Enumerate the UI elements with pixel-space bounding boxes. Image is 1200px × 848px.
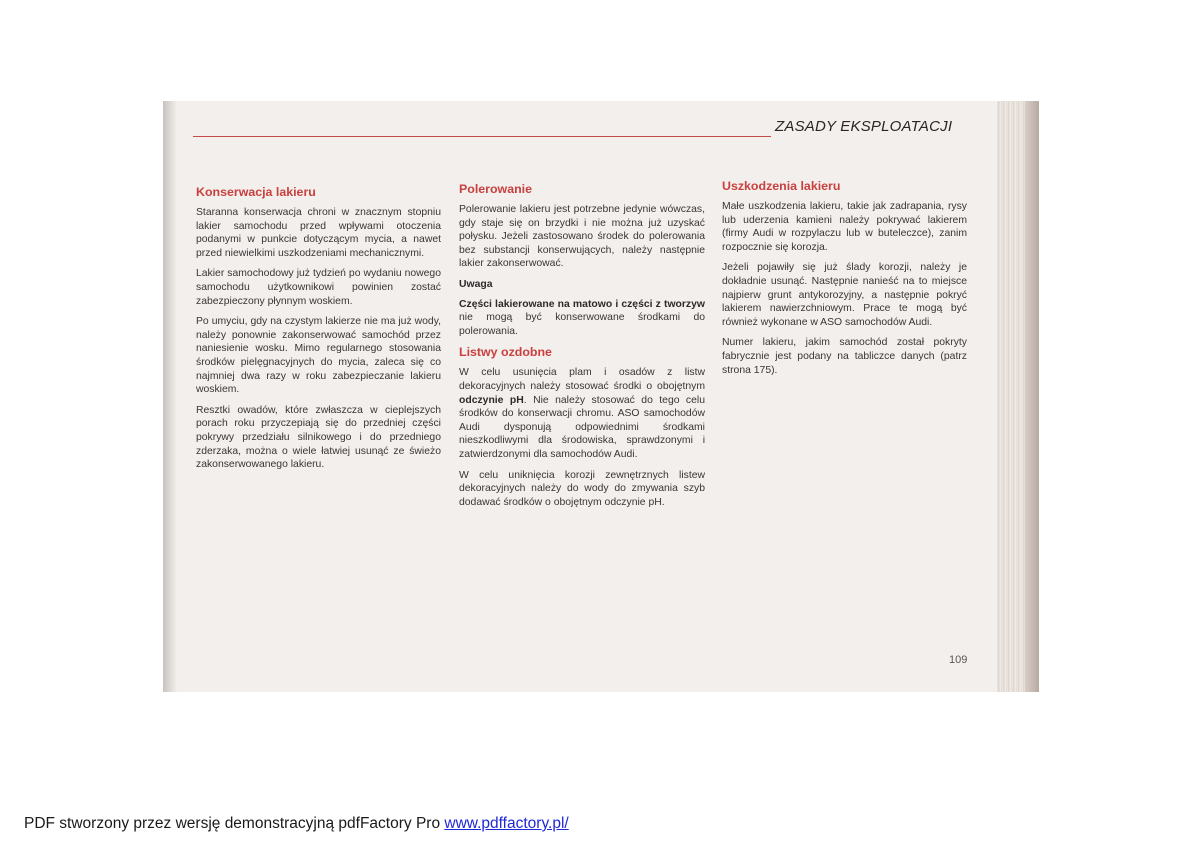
heading-polerowanie: Polerowanie <box>459 182 532 196</box>
paragraph: Małe uszkodzenia lakieru, takie jak zadrapania, rysy lub uderzenia kamieni należy pokrywać lakierem (firmy Audi w rozpylaczu lub w buteleczce), zanim rozpocznie się korozja. <box>722 201 967 253</box>
binding-shadow <box>163 101 177 692</box>
paragraph: Polerowanie lakieru jest potrzebne jedynie wówczas, gdy staje się on brzydki i nie można już uzyskać połysku. Jeżeli zastosowano środek do polerowania bez substancji konserwujących, należy następnie lakier zakonserwować. <box>459 204 705 270</box>
pdffactory-link[interactable]: www.pdffactory.pl/ <box>444 815 569 832</box>
paragraph: Numer lakieru, jakim samochód został pokryty fabrycznie jest podany na tabliczce danych (patrz strona 175). <box>722 337 967 376</box>
header-rule <box>193 136 771 137</box>
column-3 <box>722 179 967 384</box>
page-edges <box>997 101 1039 692</box>
pdf-footer <box>24 815 569 833</box>
column-2 <box>459 182 705 516</box>
paragraph: Staranna konserwacja chroni w znacznym stopniu lakier samochodu przed wpływami otoczenia podanymi w punkcie dotyczącym mycia, a nawet przed niewielkimi uszkodzeniami mechanicznymi. <box>196 207 441 259</box>
page-number: 109 <box>949 654 968 666</box>
paragraph: Lakier samochodowy już tydzień po wydaniu nowego samochodu użytkownikowi powinien zostać zabezpieczony płynnym woskiem. <box>196 268 441 307</box>
paragraph: Po umyciu, gdy na czystym lakierze nie ma już wody, należy ponownie zakonserwować samochód przez naniesienie wosku. Mimo regularnego stosowania środków pielęgnacyjnych do mycia, zaleca się co najmniej dwa razy w roku zabezpieczanie lakieru woskiem. <box>196 316 441 396</box>
heading-listwy: Listwy ozdobne <box>459 345 552 360</box>
paragraph-text: W celu usunięcia plam i osadów z listw dekoracyjnych należy stosować środki o obojętnym <box>459 367 705 392</box>
note-text: nie mogą być konserwowane środkami do polerowania. <box>459 312 705 337</box>
bold-term: odczynie pH <box>459 394 524 406</box>
note-bold-text: Części lakierowane na matowo i części z tworzyw <box>459 298 705 310</box>
paragraph: W celu uniknięcia korozji zewnętrznych listew dekoracyjnych należy do wody do zmywania szyb dodawać środków o obojętnym odczynie pH. <box>459 469 705 508</box>
heading-uszkodzenia: Uszkodzenia lakieru <box>722 179 841 193</box>
heading-konserwacja: Konserwacja lakieru <box>196 185 316 199</box>
note-label: Uwaga <box>459 278 493 290</box>
paragraph-text: . Nie należy stosować do tego celu środków do konserwacji chromu. ASO samochodów Audi dysponują odpowiednimi środkami nieszkodliwymi dla środowiska, sprawdzonymi i zatwierdzonymi dla samochodów Audi. <box>459 394 705 460</box>
paragraph: Resztki owadów, które zwłaszcza w cieplejszych porach roku przyczepiają się do przedniej części pokrywy przedziału silnikowego i do przedniego zderzaka, można o wiele łatwiej usunąć ze świeżo zakonserwowanego lakieru. <box>196 404 441 471</box>
column-1 <box>196 185 441 479</box>
section-title: ZASADY EKSPLOATACJI <box>775 118 953 135</box>
paragraph: Jeżeli pojawiły się już ślady korozji, należy je dokładnie usunąć. Następnie nanieść na to miejsce najpierw grunt antykorozyjny, a następnie pokryć lakierem nawierzchniowym. Prace te mogą być również wykonane w ASO samochodów Audi. <box>722 262 967 328</box>
scanned-page <box>163 101 1039 692</box>
note-paragraph <box>459 298 705 339</box>
paragraph <box>459 366 705 461</box>
footer-text: PDF stworzony przez wersję demonstracyjną pdfFactory Pro <box>24 815 445 832</box>
